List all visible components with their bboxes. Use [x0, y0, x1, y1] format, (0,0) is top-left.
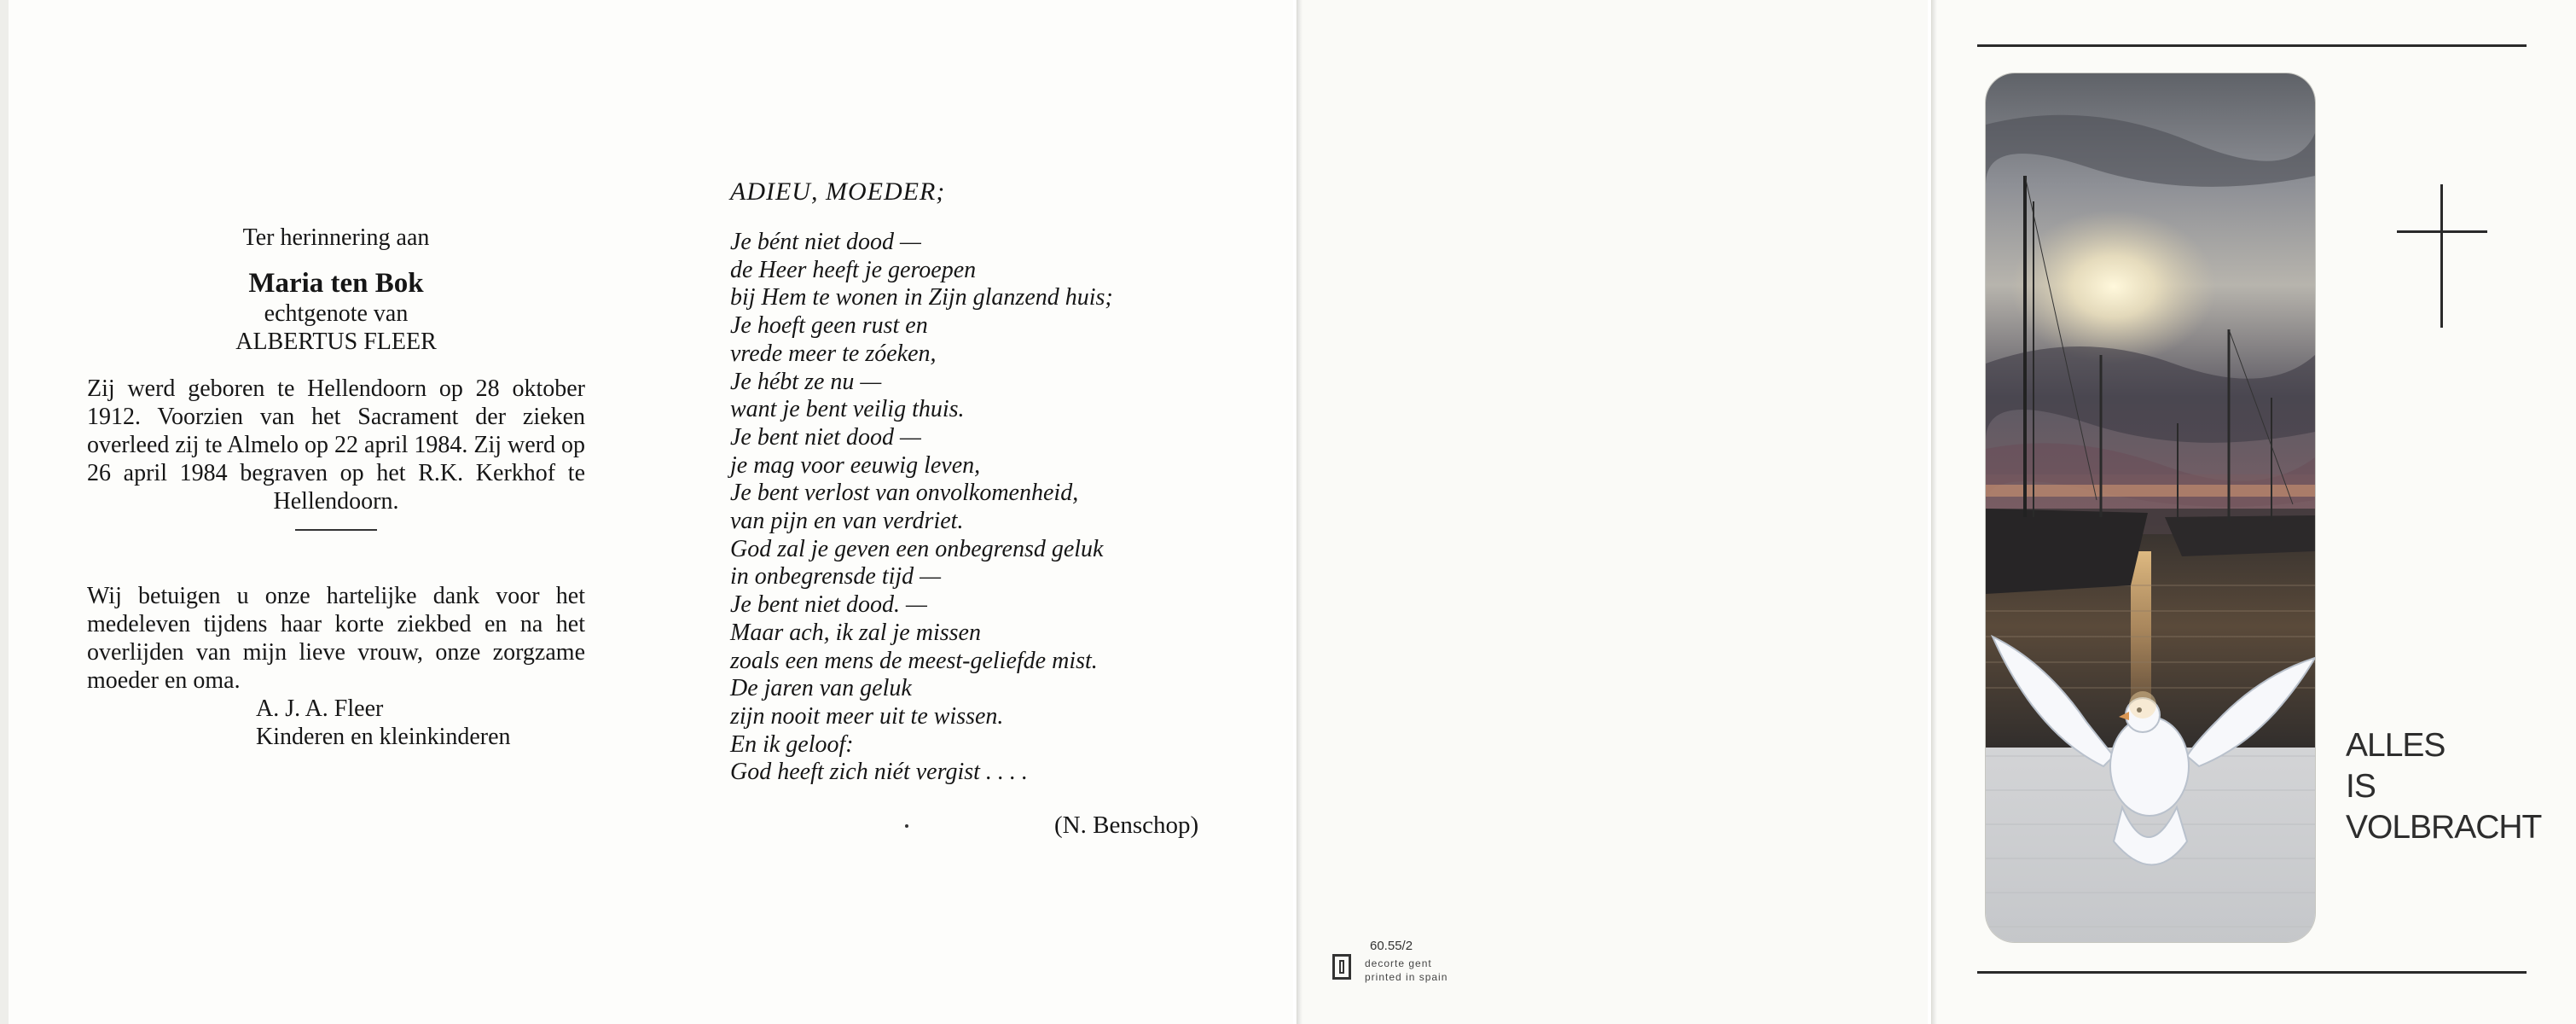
cover-bottom-rule	[1977, 971, 2527, 974]
poem-line: Je hoeft geen rust en	[730, 312, 928, 340]
poem-line: bij Hem te wonen in Zijn glanzend huis;	[730, 284, 1113, 311]
poem-line: vrede meer te zóeken,	[730, 340, 937, 367]
poem-line: Je bent verlost van onvolkomenheid,	[730, 480, 1079, 507]
poem-lines	[730, 229, 1276, 787]
printer-name: decorte gent	[1365, 957, 1432, 969]
cross-icon	[2397, 184, 2487, 328]
poem-title: ADIEU, MOEDER;	[730, 177, 946, 206]
print-speck	[905, 824, 908, 828]
printer-code: 60.55/2	[1370, 939, 1413, 953]
intro-line: Ter herinnering aan	[242, 224, 430, 251]
poem-line: zoals een mens de meest-geliefde mist.	[730, 647, 1098, 674]
motto-line-2: IS	[2346, 768, 2376, 805]
cross-horizontal-bar	[2397, 230, 2487, 233]
memorial-text	[87, 224, 585, 751]
deceased-name: Maria ten Bok	[248, 268, 424, 299]
poem-line: De jaren van geluk	[730, 675, 912, 702]
poem-line: in onbegrensde tijd —	[730, 563, 942, 591]
divider-rule	[295, 529, 377, 531]
poem-line: God zal je geven een onbegrensd geluk	[730, 535, 1104, 562]
inner-left-panel	[9, 0, 1293, 1024]
poem-line: de Heer heeft je geroepen	[730, 256, 977, 283]
fold-shadow	[1297, 0, 1303, 1024]
poem-line: Je bént niet dood —	[730, 229, 921, 255]
printer-logo-icon	[1332, 954, 1351, 980]
poem-line: van pijn en van verdriet.	[730, 508, 964, 535]
motto-line-1: ALLES	[2346, 727, 2445, 764]
inner-blank-panel	[1297, 0, 1928, 1024]
cover-top-rule	[1977, 44, 2527, 47]
spouse-name: ALBERTUS FLEER	[235, 329, 437, 355]
cross-vertical-bar	[2440, 184, 2443, 328]
card-edge	[0, 0, 9, 1024]
motto-line-3: VOLBRACHT	[2346, 809, 2542, 846]
poem-line: Je bent niet dood. —	[730, 591, 927, 619]
poem-attribution: (N. Benschop)	[1054, 812, 1199, 839]
poem-line: Je bent niet dood —	[730, 423, 921, 451]
signature-family: Kinderen en kleinkinderen	[256, 724, 511, 750]
harbor-sunset-photo	[1986, 73, 2315, 942]
printer-origin: printed in spain	[1365, 971, 1448, 983]
biography-paragraph: Zij werd geboren te Hellendoorn op 28 oktober 1912. Voorzien van het Sacrament der zieken overleed zij te Almelo op 22 april 1984. Zij werd op 26 april 1984 begraven op het R.K. Kerkhof te Hellendoorn.	[87, 375, 585, 515]
signature-name: A. J. A. Fleer	[256, 695, 384, 722]
relation-line: echtgenote van	[264, 300, 409, 327]
poem-line: God heeft zich niét vergist . . . .	[730, 759, 1028, 786]
poem-line: zijn nooit meer uit te wissen.	[730, 702, 1004, 730]
thanks-paragraph: Wij betuigen u onze hartelijke dank voor het medeleven tijdens haar korte ziekbed en na het overlijden van mijn lieve vrouw, onze zorgzame moeder en oma.	[87, 583, 585, 694]
poem-line: Je hébt ze nu —	[730, 368, 882, 395]
poem-line: En ik geloof:	[730, 730, 854, 758]
cover-motto	[2346, 725, 2541, 848]
fold-shadow	[1932, 0, 1937, 1024]
poem-line: want je bent veilig thuis.	[730, 396, 965, 423]
poem-line: je mag voor eeuwig leven,	[730, 451, 981, 479]
poem-line: Maar ach, ik zal je missen	[730, 619, 981, 646]
